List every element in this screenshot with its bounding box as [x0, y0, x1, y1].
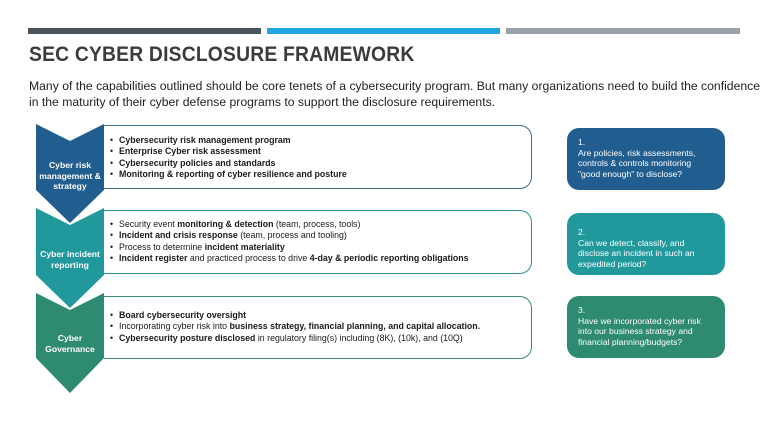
bold-text: business strategy, financial planning, and capital allocation.: [229, 321, 481, 332]
stage-1-content-box: [104, 125, 532, 189]
list-item: [110, 230, 531, 241]
bold-text: Incident register: [119, 252, 188, 263]
bold-text: monitoring & detection: [177, 219, 274, 229]
stage-label: Cyber risk management & strategy: [39, 160, 101, 191]
bold-text: Enterprise Cyber risk assessment: [119, 146, 261, 157]
accent-bar-dark: [28, 28, 261, 34]
list-item: [110, 169, 531, 180]
accent-bar-blue: [267, 28, 500, 34]
bullet-icon: •: [110, 135, 114, 145]
bullet-icon: •: [110, 219, 114, 229]
stage-2-list: [110, 219, 531, 264]
bullet-icon: •: [110, 230, 114, 241]
bold-text: Cybersecurity posture disclosed: [119, 332, 256, 343]
bold-text: Incident and crisis response: [119, 230, 238, 241]
text: and practiced process to drive: [187, 252, 310, 263]
page-title: SEC CYBER DISCLOSURE FRAMEWORK: [29, 43, 415, 66]
stage-label: Cyber incident reporting: [40, 249, 100, 270]
list-item: [110, 310, 531, 321]
text: (team, process and tooling): [237, 230, 347, 241]
stage-label: Cyber Governance: [45, 333, 95, 354]
bold-text: 4-day & periodic reporting obligations: [309, 252, 469, 263]
bullet-icon: •: [110, 332, 114, 343]
question-box-3: 3.Have we incorporated cyber risk into our business strategy and financial planning/budgets?: [567, 296, 725, 358]
intro-paragraph: Many of the capabilities outlined should be core tenets of a cybersecurity program. But many organizations need to build the confidence in the maturity of their cyber defense programs to support the disclosure requirements.: [29, 79, 761, 109]
text: Process to determine: [119, 241, 205, 252]
question-box-1: 1.Are policies, risk assessments, controls & controls monitoring "good enough" to disclose?: [567, 128, 725, 190]
list-item: [110, 135, 531, 146]
list-item: [110, 253, 531, 264]
bullet-icon: •: [110, 146, 114, 157]
bullet-icon: •: [110, 157, 114, 168]
bold-text: Monitoring & reporting of cyber resilience and posture: [119, 168, 347, 179]
bold-text: incident materiality: [204, 241, 285, 252]
list-item: [110, 333, 531, 344]
text: (team, process, tools): [273, 219, 361, 229]
list-item: [110, 242, 531, 253]
stage-3-content-box: [104, 296, 532, 359]
list-item: [110, 146, 531, 157]
text: Incorporating cyber risk into: [119, 321, 230, 332]
bold-text: Board cybersecurity oversight: [119, 310, 247, 320]
text: in regulatory filing(s) including (8K), (10k), and (10Q): [255, 332, 463, 343]
bold-text: Cybersecurity risk management program: [119, 135, 291, 145]
bullet-icon: •: [110, 252, 114, 263]
stage-3-list: [110, 310, 531, 344]
list-item: [110, 158, 531, 169]
bullet-icon: •: [110, 310, 114, 320]
bullet-icon: •: [110, 321, 114, 332]
question-box-2: 2.Can we detect, classify, and disclose an incident in such an expedited period?: [567, 213, 725, 275]
text: Security event: [119, 219, 178, 229]
bold-text: Cybersecurity policies and standards: [119, 157, 276, 168]
accent-bar-gray: [506, 28, 740, 34]
list-item: [110, 219, 531, 230]
stage-2-content-box: [104, 210, 532, 274]
bullet-icon: •: [110, 168, 114, 179]
chevron-stage-3: [36, 293, 104, 393]
list-item: [110, 321, 531, 332]
stage-1-list: [110, 135, 531, 180]
bullet-icon: •: [110, 241, 114, 252]
